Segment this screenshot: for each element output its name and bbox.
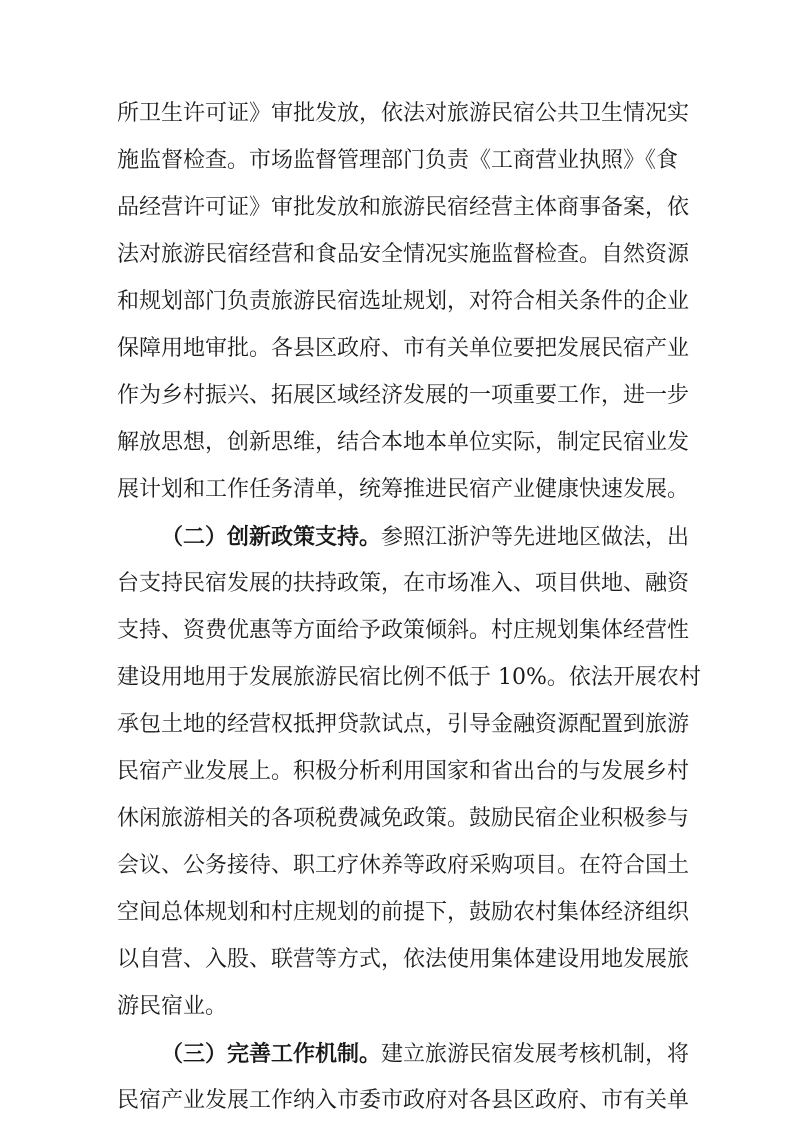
- paragraph-line: 保障用地审批。各县区政府、市有关单位要把发展民宿产业: [117, 336, 690, 361]
- section-first-line-text: 建立旅游民宿发展考核机制，将: [381, 1042, 690, 1067]
- paragraph-line: 民宿产业发展工作纳入市委市政府对各县区政府、市有关单: [117, 1088, 690, 1113]
- paragraph-line: 台支持民宿发展的扶持政策，在市场准入、项目供地、融资: [117, 571, 690, 596]
- section-heading: （二）创新政策支持。: [161, 524, 382, 550]
- paragraph-line: 施监督检查。市场监督管理部门负责《工商营业执照》《食: [117, 148, 679, 173]
- paragraph-line: 法对旅游民宿经营和食品安全情况实施监督检查。自然资源: [117, 242, 690, 267]
- paragraph-line: 休闲旅游相关的各项税费减免政策。鼓励民宿企业积极参与: [117, 806, 690, 831]
- paragraph-line: 民宿产业发展上。积极分析利用国家和省出台的与发展乡村: [117, 759, 690, 784]
- paragraph-line: 品经营许可证》审批发放和旅游民宿经营主体商事备案，依: [117, 195, 690, 220]
- paragraph-line: 空间总体规划和村庄规划的前提下，鼓励农村集体经济组织: [117, 900, 690, 925]
- paragraph-line: 展计划和工作任务清单，统筹推进民宿产业健康快速发展。: [117, 477, 690, 502]
- section-first-line: [161, 521, 690, 553]
- paragraph-line: 承包土地的经营权抵押贷款试点，引导金融资源配置到旅游: [117, 712, 690, 737]
- section-first-line-text: 参照江浙沪等先进地区做法，出: [381, 525, 690, 550]
- paragraph-line: 和规划部门负责旅游民宿选址规划，对符合相关条件的企业: [117, 289, 690, 314]
- paragraph-line: 支持、资费优惠等方面给予政策倾斜。村庄规划集体经营性: [117, 618, 690, 643]
- paragraph-line: 会议、公务接待、职工疗休养等政府采购项目。在符合国土: [117, 853, 690, 878]
- section-first-line: [161, 1038, 690, 1070]
- paragraph-line: 以自营、入股、联营等方式，依法使用集体建设用地发展旅: [117, 947, 690, 972]
- paragraph-line: 解放思想，创新思维，结合本地本单位实际，制定民宿业发: [117, 430, 690, 455]
- paragraph-line: 建设用地用于发展旅游民宿比例不低于 10%。依法开展农村: [117, 665, 701, 690]
- paragraph-line: 所卫生许可证》审批发放，依法对旅游民宿公共卫生情况实: [117, 101, 690, 126]
- paragraph-line: 作为乡村振兴、拓展区域经济发展的一项重要工作，进一步: [117, 383, 690, 408]
- paragraph-line: 游民宿业。: [117, 994, 228, 1019]
- section-heading: （三）完善工作机制。: [161, 1041, 382, 1067]
